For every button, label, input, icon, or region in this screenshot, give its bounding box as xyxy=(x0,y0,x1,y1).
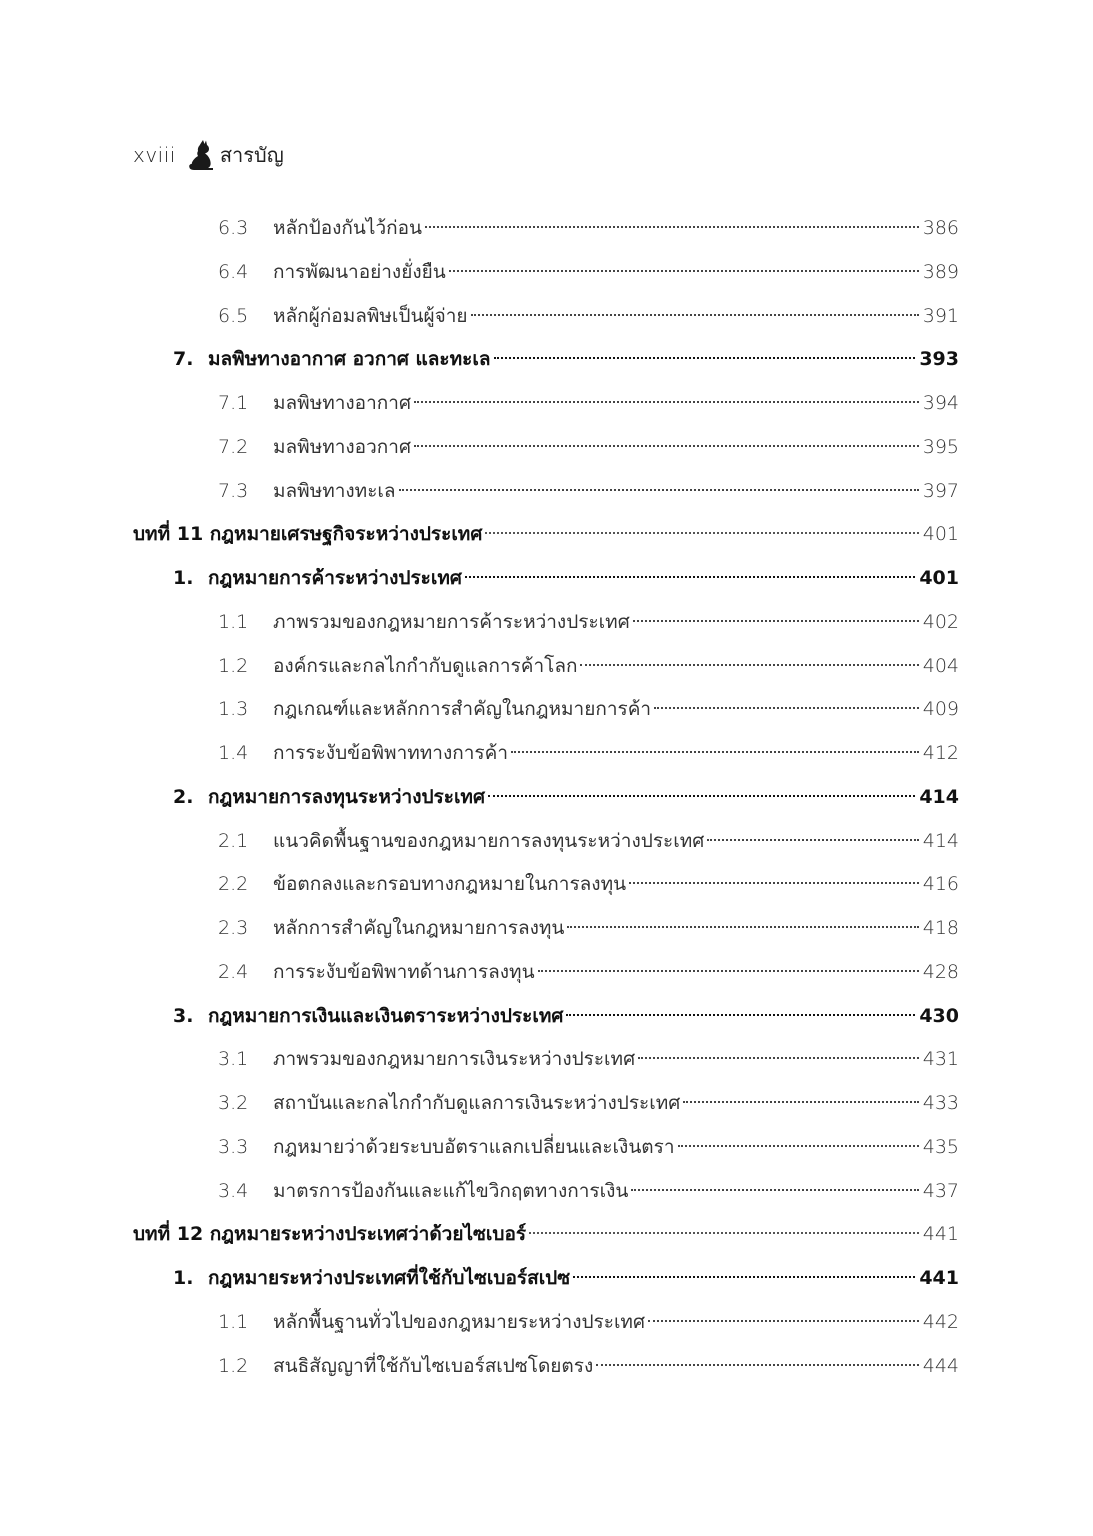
toc-entry-title: บทที่ 11 กฎหมายเศรษฐกิจระหว่างประเทศ xyxy=(133,523,483,546)
dot-leader xyxy=(567,925,918,928)
toc-entry-number: 7.3 xyxy=(218,479,249,502)
toc-entry-title: กฎเกณฑ์และหลักการสำคัญในกฎหมายการค้า xyxy=(273,698,652,721)
toc-entry-page: 395 xyxy=(922,435,959,458)
toc-entry[interactable] xyxy=(0,426,1093,470)
toc-entry-line xyxy=(133,1213,959,1257)
dot-leader xyxy=(573,1275,915,1278)
toc-entry-line xyxy=(273,688,959,732)
toc-entry-title: หลักการสำคัญในกฎหมายการลงทุน xyxy=(273,917,565,939)
running-header xyxy=(133,138,284,172)
toc-entry[interactable] xyxy=(0,557,1093,601)
dot-leader xyxy=(596,1363,918,1366)
toc-entry-title: มลพิษทางอากาศ xyxy=(273,392,412,414)
toc-entry[interactable] xyxy=(0,1345,1093,1389)
toc-entry-page: 414 xyxy=(922,829,959,852)
toc-entry-title: กฎหมายการลงทุนระหว่างประเทศ xyxy=(208,785,486,808)
toc-entry-page: 414 xyxy=(919,785,959,808)
toc-entry-line xyxy=(273,1345,959,1389)
toc-entry-line xyxy=(273,251,959,295)
toc-entry-title: กฎหมายระหว่างประเทศที่ใช้กับไซเบอร์สเปซ xyxy=(208,1267,571,1289)
dot-leader xyxy=(529,1231,919,1234)
toc-entry-number: 6.4 xyxy=(218,260,249,283)
toc-entry[interactable] xyxy=(0,776,1093,820)
toc-entry-title: สถาบันและกลไกกำกับดูแลการเงินระหว่างประเทศ xyxy=(273,1092,681,1114)
toc-entry-page: 435 xyxy=(922,1135,959,1158)
toc-entry-line xyxy=(273,951,959,995)
toc-entry-title: การระงับข้อพิพาทด้านการลงทุน xyxy=(273,960,535,983)
toc-entry-line xyxy=(273,1038,959,1082)
toc-entry-number: 1. xyxy=(173,1267,194,1289)
toc-entry[interactable] xyxy=(0,995,1093,1039)
toc-entry-line xyxy=(273,1126,959,1170)
toc-entry-page: 444 xyxy=(922,1354,959,1377)
dot-leader xyxy=(580,663,918,666)
cat-icon xyxy=(188,140,214,170)
toc-entry-line xyxy=(273,295,959,339)
toc-entry-line xyxy=(273,820,959,864)
toc-entry-number: 1.4 xyxy=(218,742,249,764)
toc-entry-title: มลพิษทางทะเล xyxy=(273,479,396,502)
dot-leader xyxy=(399,488,919,491)
toc-entry-page: 393 xyxy=(919,348,959,371)
toc-entry-number: 3.4 xyxy=(218,1179,249,1202)
toc-entry-line xyxy=(273,207,959,251)
toc-entry[interactable] xyxy=(0,1213,1093,1257)
section-title: สารบัญ xyxy=(219,143,284,167)
dot-leader xyxy=(566,1013,915,1016)
toc-entry-line xyxy=(273,426,959,470)
toc-entry-title: กฎหมายการค้าระหว่างประเทศ xyxy=(208,567,462,589)
toc-entry-line xyxy=(133,513,959,557)
toc-entry-title: ข้อตกลงและกรอบทางกฎหมายในการลงทุน xyxy=(273,873,627,896)
toc-entry-number: 7.2 xyxy=(218,435,249,458)
dot-leader xyxy=(538,969,919,972)
toc-entry[interactable] xyxy=(0,688,1093,732)
toc-entry-line xyxy=(208,557,959,601)
toc-entry-number: 6.5 xyxy=(218,304,249,327)
toc-entry-title: การพัฒนาอย่างยั่งยืน xyxy=(273,260,446,283)
dot-leader xyxy=(629,881,919,884)
toc-entry-page: 433 xyxy=(922,1092,959,1114)
toc-entry[interactable] xyxy=(0,251,1093,295)
toc-entry-line xyxy=(273,645,959,689)
toc-entry-page: 418 xyxy=(922,917,959,939)
toc-entry-title: หลักผู้ก่อมลพิษเป็นผู้จ่าย xyxy=(273,304,468,327)
toc-entry-title: สนธิสัญญาที่ใช้กับไซเบอร์สเปซโดยตรง xyxy=(273,1354,594,1377)
toc-entry[interactable] xyxy=(0,1126,1093,1170)
toc-entry-number: 7. xyxy=(173,348,194,371)
toc-entry-page: 428 xyxy=(922,960,959,983)
toc-entry[interactable] xyxy=(0,863,1093,907)
toc-entry-line xyxy=(273,863,959,907)
toc-entry-title: ภาพรวมของกฎหมายการค้าระหว่างประเทศ xyxy=(273,610,630,633)
toc-entry-number: 1.2 xyxy=(218,654,249,677)
toc-entry[interactable] xyxy=(0,645,1093,689)
toc-entry-number: 3. xyxy=(173,1004,194,1027)
toc-entry[interactable] xyxy=(0,1170,1093,1214)
toc-entry-page: 441 xyxy=(919,1267,959,1289)
toc-entry-number: 2. xyxy=(173,785,194,808)
dot-leader xyxy=(449,269,919,272)
toc-entry-page: 409 xyxy=(922,698,959,721)
toc-entry[interactable] xyxy=(0,1082,1093,1126)
toc-entry-page: 397 xyxy=(922,479,959,502)
toc-entry-page: 401 xyxy=(919,567,959,589)
toc-entry-line xyxy=(273,1301,959,1345)
toc-entry-number: 3.3 xyxy=(218,1135,249,1158)
dot-leader xyxy=(638,1056,919,1059)
toc-entry-number: 6.3 xyxy=(218,217,249,239)
dot-leader xyxy=(414,400,919,403)
toc-entry[interactable] xyxy=(0,382,1093,426)
toc-entry-number: 1. xyxy=(173,567,194,589)
dot-leader xyxy=(654,706,919,709)
toc-entry[interactable] xyxy=(0,732,1093,776)
dot-leader xyxy=(683,1100,918,1103)
toc-entry[interactable] xyxy=(0,338,1093,382)
toc-entry-title: การระงับข้อพิพาททางการค้า xyxy=(273,742,508,764)
toc-entry[interactable] xyxy=(0,513,1093,557)
toc-entry-title: กฎหมายว่าด้วยระบบอัตราแลกเปลี่ยนและเงินตรา xyxy=(273,1135,675,1158)
toc-entry-page: 441 xyxy=(922,1223,959,1246)
toc-entry-page: 404 xyxy=(922,654,959,677)
toc-entry-title: มลพิษทางอากาศ อวกาศ และทะเล xyxy=(208,348,491,371)
toc-entry-number: 1.2 xyxy=(218,1354,249,1377)
toc-entry-number: 2.4 xyxy=(218,960,249,983)
toc-entry[interactable] xyxy=(0,951,1093,995)
toc-entry-line xyxy=(273,382,959,426)
toc-entry-page: 386 xyxy=(922,217,959,239)
toc-entry-line xyxy=(208,995,959,1039)
toc-entry[interactable] xyxy=(0,1301,1093,1345)
dot-leader xyxy=(648,1319,919,1322)
toc-entry-page: 412 xyxy=(922,742,959,764)
toc-entry-title: มาตรการป้องกันและแก้ไขวิกฤตทางการเงิน xyxy=(273,1179,629,1202)
toc-entry-page: 402 xyxy=(922,610,959,633)
dot-leader xyxy=(494,356,916,359)
toc-entry[interactable] xyxy=(0,1038,1093,1082)
dot-leader xyxy=(511,750,919,753)
toc-entry-page: 394 xyxy=(922,392,959,414)
toc-entry-line xyxy=(273,1170,959,1214)
toc-entry-line xyxy=(273,732,959,776)
toc-entry-number: 2.2 xyxy=(218,873,249,896)
toc-entry-number: 1.1 xyxy=(218,610,249,633)
toc-entry-page: 437 xyxy=(922,1179,959,1202)
dot-leader xyxy=(633,619,919,622)
toc-entry-title: มลพิษทางอวกาศ xyxy=(273,435,412,458)
toc-entry-page: 431 xyxy=(922,1048,959,1071)
toc-entry[interactable] xyxy=(0,295,1093,339)
toc-entry-page: 391 xyxy=(922,304,959,327)
toc-entry-title: กฎหมายการเงินและเงินตราระหว่างประเทศ xyxy=(208,1004,564,1027)
toc-entry[interactable] xyxy=(0,820,1093,864)
dot-leader xyxy=(488,794,915,797)
toc-entry-number: 3.2 xyxy=(218,1092,249,1114)
toc-entry-title: แนวคิดพื้นฐานของกฎหมายการลงทุนระหว่างประเทศ xyxy=(273,829,705,852)
toc-entry-line xyxy=(273,601,959,645)
dot-leader xyxy=(465,575,915,578)
toc-entry-page: 430 xyxy=(919,1004,959,1027)
dot-leader xyxy=(707,838,918,841)
table-of-contents xyxy=(0,207,1093,1388)
toc-entry-page: 416 xyxy=(922,873,959,896)
toc-entry-page: 442 xyxy=(922,1310,959,1333)
toc-entry-number: 3.1 xyxy=(218,1048,249,1071)
page-number: xviii xyxy=(133,143,176,167)
toc-entry-number: 7.1 xyxy=(218,392,249,414)
toc-entry-title: ภาพรวมของกฎหมายการเงินระหว่างประเทศ xyxy=(273,1048,636,1071)
toc-entry-page: 389 xyxy=(922,260,959,283)
toc-entry-line xyxy=(273,907,959,951)
toc-entry[interactable] xyxy=(0,907,1093,951)
toc-entry-number: 1.1 xyxy=(218,1310,249,1333)
toc-entry-number: 1.3 xyxy=(218,698,249,721)
toc-entry-title: องค์กรและกลไกกำกับดูแลการค้าโลก xyxy=(273,654,578,677)
toc-entry[interactable] xyxy=(0,470,1093,514)
dot-leader xyxy=(678,1144,919,1147)
dot-leader xyxy=(425,225,919,228)
dot-leader xyxy=(631,1188,918,1191)
toc-entry-title: บทที่ 12 กฎหมายระหว่างประเทศว่าด้วยไซเบอร์ xyxy=(133,1223,527,1246)
dot-leader xyxy=(414,444,919,447)
toc-entry-number: 2.1 xyxy=(218,829,249,852)
toc-entry[interactable] xyxy=(0,601,1093,645)
toc-entry-number: 2.3 xyxy=(218,917,249,939)
toc-entry[interactable] xyxy=(0,207,1093,251)
toc-entry[interactable] xyxy=(0,1257,1093,1301)
toc-entry-title: หลักพื้นฐานทั่วไปของกฎหมายระหว่างประเทศ xyxy=(273,1310,646,1333)
toc-entry-line xyxy=(273,470,959,514)
toc-entry-line xyxy=(208,338,959,382)
dot-leader xyxy=(485,531,918,534)
toc-entry-title: หลักป้องกันไว้ก่อน xyxy=(273,217,423,239)
toc-entry-line xyxy=(273,1082,959,1126)
dot-leader xyxy=(471,313,919,316)
toc-entry-line xyxy=(208,1257,959,1301)
toc-entry-line xyxy=(208,776,959,820)
toc-entry-page: 401 xyxy=(922,523,959,546)
